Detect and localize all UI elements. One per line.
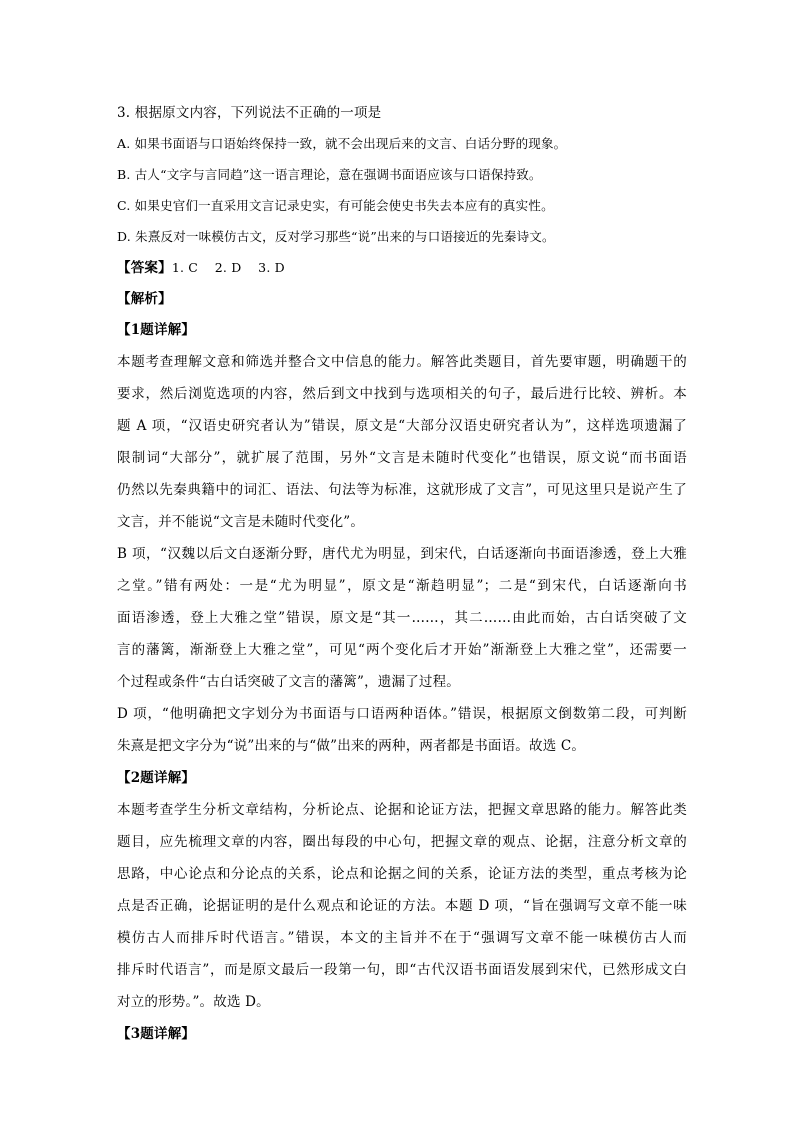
detail-1-d-line: D 项，“他明确把文字划分为书面语与口语两种语体。”错误，根据原文倒数第二段，可判断 bbox=[117, 706, 687, 722]
detail-1-b-line: B 项，“汉魏以后文白逐渐分野，唐代尤为明显，到宋代，白话逐渐向书面语渗透，登上大雅 bbox=[117, 546, 687, 562]
detail-2-line: 点是否正确，论据证明的是什么观点和论证的方法。本题 D 项，“旨在强调写文章不能一味 bbox=[117, 898, 687, 914]
answer-value: 1. C 2. D 3. D bbox=[171, 260, 285, 275]
detail-1-heading: 【1题详解】 bbox=[117, 322, 196, 338]
detail-2-line: 排斥时代语言”，而是原文最后一段第一句，即“古代汉语书面语发展到宋代，已然形成文白 bbox=[117, 962, 687, 978]
detail-1-line: 文言，并不能说“文言是未随时代变化”。 bbox=[117, 514, 365, 530]
detail-2-line: 本题考查学生分析文章结构，分析论点、论据和论证方法，把握文章思路的能力。解答此类 bbox=[117, 802, 687, 818]
answer-label: 【答案】 bbox=[117, 260, 172, 276]
detail-2-line: 对立的形势。”。故选 D。 bbox=[117, 994, 270, 1010]
detail-1-line: 限制词“大部分”，就扩展了范围，另外“文言是未随时代变化”也错误，原文说“而书面语 bbox=[117, 450, 687, 466]
detail-1-d-line: 朱熹是把文字分为“说”出来的与“做”出来的两种，两者都是书面语。故选 C。 bbox=[117, 738, 586, 754]
analysis-label: 【解析】 bbox=[117, 291, 172, 307]
option-b: B. 古人“文字与言同趋”这一语言理论，意在强调书面语应该与口语保持致。 bbox=[117, 167, 542, 182]
detail-2-line: 题目，应先梳理文章的内容，圈出每段的中心句，把握文章的观点、论据，注意分析文章的 bbox=[117, 834, 687, 850]
detail-1-line: 本题考查理解文意和筛选并整合文中信息的能力。解答此类题目，首先要审题，明确题干的 bbox=[117, 354, 687, 370]
detail-1-b-line: 言的藩篱，渐渐登上大雅之堂”，可见“两个变化后才开始”渐渐登上大雅之堂”，还需要一 bbox=[117, 642, 687, 658]
option-d: D. 朱熹反对一味模仿古文，反对学习那些“说”出来的与口语接近的先秦诗文。 bbox=[117, 229, 555, 244]
detail-1-b-line: 面语渗透，登上大雅之堂”错误，原文是“其一……，其二……由此而始，古白话突破了文 bbox=[117, 610, 687, 626]
detail-2-line: 思路，中心论点和分论点的关系，论点和论据之间的关系，论证方法的类型，重点考核为论 bbox=[117, 866, 687, 882]
detail-1-line: 题 A 项，“汉语史研究者认为”错误，原文是“大部分汉语史研究者认为”，这样选项遗漏了 bbox=[117, 418, 687, 434]
detail-1-b-line: 个过程或条件“古白话突破了文言的藩篱”，遗漏了过程。 bbox=[117, 674, 461, 690]
detail-2-line: 模仿古人而排斥时代语言。”错误，本文的主旨并不在于“强调写文章不能一味模仿古人而 bbox=[117, 930, 687, 946]
answer-line bbox=[117, 259, 687, 277]
detail-1-line: 要求，然后浏览选项的内容，然后到文中找到与选项相关的句子，最后进行比较、辨析。本 bbox=[117, 386, 687, 402]
detail-2-heading: 【2题详解】 bbox=[117, 770, 196, 786]
option-a: A. 如果书面语与口语始终保持一致，就不会出现后来的文言、白话分野的现象。 bbox=[117, 136, 567, 151]
detail-3-heading: 【3题详解】 bbox=[117, 1026, 196, 1042]
option-c: C. 如果史官们一直采用文言记录史实，有可能会使史书失去本应有的真实性。 bbox=[117, 198, 554, 213]
detail-1-line: 仍然以先秦典籍中的词汇、语法、句法等为标准，这就形成了文言”，可见这里只是说产生了 bbox=[117, 482, 687, 498]
question-stem: 3. 根据原文内容，下列说法不正确的一项是 bbox=[117, 105, 382, 121]
detail-1-b-line: 之堂。”错有两处：一是“尤为明显”，原文是“渐趋明显”；二是“到宋代，白话逐渐向书 bbox=[117, 578, 687, 594]
